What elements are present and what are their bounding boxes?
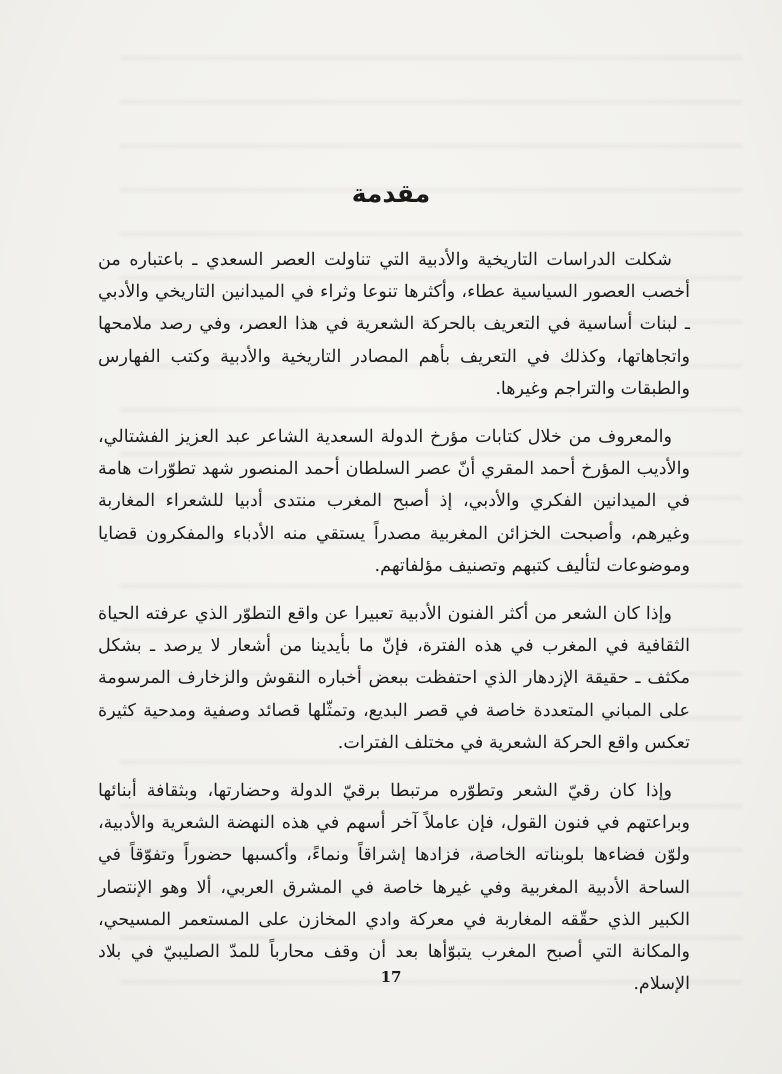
body-text <box>98 244 690 1016</box>
paragraph-4: وإذا كان رقيّ الشعر وتطوّره مرتبطا برقيّ الدولة وحضارتها، وبثقافة أبنائها وبراعتهم في فنون القول، فإن عاملاً آخر أسهم في هذه النهضة الشعرية والأدبية، ولوّن فضاءها بلوبناته الخاصة، فزادها إشراقاً ونماءً، وأكسبها حضوراً وتفوّقاً في الساحة الأدبية المغربية وفي غيرها خاصة في المشرق العربي، ألا وهو الإنتصار الكبير الذي حقّقه المغاربة في معركة وادي المخازن على المستعمر المسيحي، والمكانة التي أصبح المغرب يتبوّأها بعد أن وقف محارباً للمدّ الصليبيّ في بلاد الإسلام. <box>98 781 690 995</box>
paragraph-1: شكلت الدراسات التاريخية والأدبية التي تناولت العصر السعدي ـ باعتباره من أخصب العصور السياسية عطاء، وأكثرها تنوعا وثراء في الميدانين التاريخي والأدبي ـ لبنات أساسية في التعريف بالحركة الشعرية في هذا العصر، وفي رصد ملامحها واتجاهاتها، وكذلك في التعريف بأهم المصادر التاريخية والأدبية وكتب الفهارس والطبقات والتراجم وغيرها. <box>98 250 690 399</box>
chapter-title: مقدمة <box>351 178 431 208</box>
paragraph-2: والمعروف من خلال كتابات مؤرخ الدولة السعدية الشاعر عبد العزيز الفشتالي، والأديب المؤرخ أحمد المقري أنّ عصر السلطان أحمد المنصور شهد تطوّرات هامة في الميدانين الفكري والأدبي، إذ أصبح المغرب منتدى أدبيا للشعراء المغاربة وغيرهم، وأصبحت الخزائن المغربية مصدراً يستقي منه الأدباء والمفكرون قضايا وموضوعات لتأليف كتبهم وتصنيف مؤلفاتهم. <box>98 427 690 576</box>
paragraph-3: وإذا كان الشعر من أكثر الفنون الأدبية تعبيرا عن واقع التطوّر الذي عرفته الحياة الثقافية في المغرب في هذه الفترة، فإنّ ما بأيدينا من أشعار لا يرصد ـ بشكل مكثف ـ حقيقة الإزدهار الذي احتفظت ببعض أخباره النقوش والزخارف المرسومة على المباني المتعددة خاصة في قصر البديع، وتمثّلها قصائد وصفية ومدحية كثيرة تعكس واقع الحركة الشعرية في مختلف الفترات. <box>98 604 690 753</box>
page-number: 17 <box>380 968 402 986</box>
